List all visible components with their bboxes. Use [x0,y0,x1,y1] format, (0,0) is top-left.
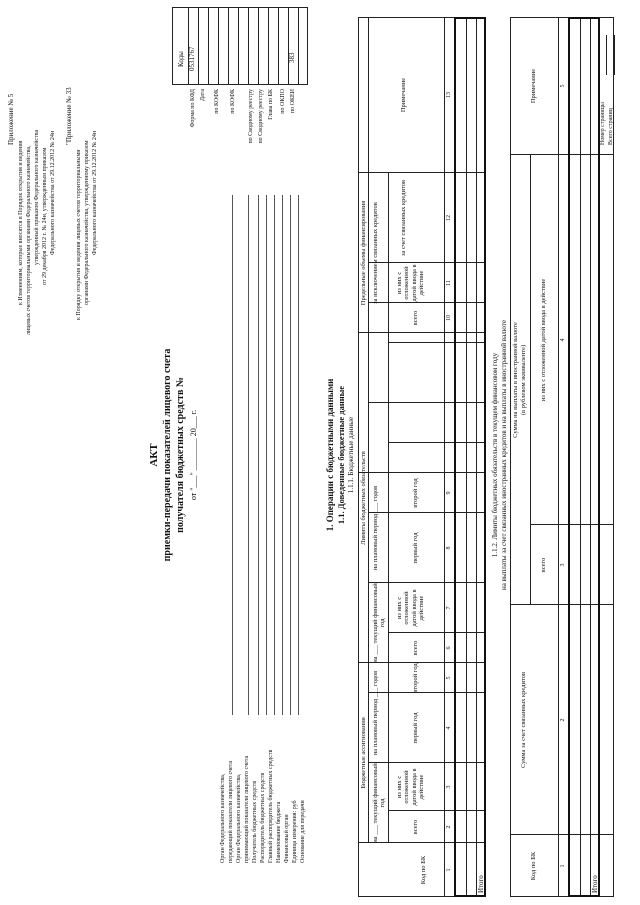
org-label-3: принимающий показатели лицевого счета [244,755,250,863]
t1-group-financing: Предельные объемы финансирования [360,200,367,306]
t1-num-9: 9 [446,491,452,495]
t1-h-of-which-3: из них с отложенной датой ввода в действие [396,264,426,302]
t1-total-label: Итого [477,875,485,893]
org-label-8: Финансовый орган [284,814,290,863]
t1-num-5: 5 [446,676,452,680]
section1-title: 1. Операции с бюджетными данными [325,378,335,532]
section11-title: 1.1. Доведенные бюджетные данные [336,385,346,525]
t1-num-4: 4 [446,726,452,730]
t1-h-total: всего [412,819,419,835]
appendix-line4: от 29 декабря 2012 г. № 24н, утвержденным приказом [42,147,48,285]
t1-num-1: 1 [446,868,452,872]
appendix-number: Приложение № 5 [7,93,15,145]
appendix2-line3: Федерального казначейства от 29.12.2012 № 24н [92,130,98,255]
t2-num-2: 2 [560,718,566,722]
t1-group-limits: Лимиты бюджетных обязательств [360,451,367,545]
t1-sub-current-2: на ___ текущий финансовый год [372,583,387,663]
code-label-okpo: по ОКПО [280,89,286,114]
t2-h-total: всего [540,557,547,573]
t1-col-kbk: Код по БК [420,855,427,885]
code-label-kofk2: по КОФК [230,89,236,114]
code-label-registry2: по Сводному реестру [258,89,264,144]
org-label-1: передающий показатели лицевого счета [228,760,234,863]
org-label-5: Распорядитель бюджетных средств [260,772,266,863]
t1-sub-excl: за исключением связанных кредитов [372,202,379,304]
t1-sub-current: на ___ текущий финансовый год [372,763,387,843]
appendix-line5: Федерального казначейства от 29.12.2012 № 24н [50,130,56,255]
t1-num-10: 10 [446,315,452,321]
t2-num-4: 4 [560,338,566,342]
t1-num-11: 11 [446,280,452,286]
t1-num-7: 7 [446,606,452,610]
t2-col-note: Примечание [530,68,537,104]
org-label-4: Получатель бюджетных средств [252,780,258,863]
code-label-registry: по Сводному реестру [248,89,254,144]
t1-h-of-which-2: из них с отложенной датой ввода в действие [396,589,426,627]
okei-code: 383 [288,52,296,63]
okud-code: 0531767 [188,46,196,71]
t2-num-1: 1 [560,864,566,868]
section112-title2: на выплаты за счет связанных иностранных кредитов и на выплаты в иностранной валюте [500,320,508,590]
t1-sub-planned-2: на плановый период ___ годов [372,485,379,571]
t2-highlight [568,17,600,897]
t1-h-second-year-2: второй год [412,478,419,508]
t1-h-second-year: второй год [412,663,419,693]
appendix2-line1: к Порядку открытия и ведения лицевых счетов территориальными [76,149,82,320]
t2-total-label: Итого [591,875,599,893]
t1-group-budget-alloc: Бюджетные ассигнования [360,717,367,789]
page-number-label: Номер страницы [600,102,606,145]
t1-sub-planned: на плановый период ___ годов [372,670,379,756]
code-label-kofk: по КОФК [214,89,220,114]
code-label-okei: по ОКЕИ [290,89,296,114]
act-subtitle1: приемки-передачи показателей лицевого счета [162,348,173,562]
t1-h-total-3: всего [412,310,419,326]
t1-h-of-which: из них с отложенной датой ввода в действие [396,768,426,806]
act-title: АКТ [148,443,160,467]
t2-col-kbk: Код по БК [530,851,537,881]
t2-num-5: 5 [560,84,566,88]
t2-col-bound-credits: Сумма за счет связанных кредитов [520,671,527,769]
code-label-date: Дата [200,89,206,101]
section112-title: 1.1.2. Лимиты бюджетных обязательств в текущем финансовом году [491,352,499,558]
appendix2-number: "Приложение № 33 [65,87,73,145]
appendix-line1: к Изменениям, которые вносятся в Порядок открытия и ведения [18,140,24,305]
t1-num-6: 6 [446,646,452,650]
t2-col-foreign: Сумма на выплаты в иностранной валюте [512,322,519,438]
org-label-2: Орган Федерального казначейства, [236,773,242,863]
code-label-okud: Форма по КФД [190,89,196,128]
t2-num-3: 3 [560,563,566,567]
t1-num-2: 2 [446,825,452,829]
appendix2-line2: органами Федерального казначейства, утвержденному приказом [84,140,90,305]
t1-num-13: 13 [446,92,452,98]
code-label-glava: Глава по БК [268,89,274,120]
org-label-9: Единица измерения: руб [292,800,298,863]
t2-col-ruble: (в рублевом эквиваленте) [520,344,527,416]
t2-h-of-which: из них с отложенной датой ввода в действие [540,278,547,402]
t1-h-first-year-2: первый год [412,532,419,564]
act-date-line: от "___" ________ 20___ г. [189,409,198,501]
t1-h-bound-credits: за счет связанных кредитов [400,179,407,257]
org-label-7: Наименование бюджета [276,801,282,863]
t1-h-total-2: всего [412,640,419,656]
t1-num-8: 8 [446,546,452,550]
total-pages-label: Всего страниц [608,108,614,145]
appendix-line3: утвержденный приказом Федерального казначейства [34,129,40,265]
t1-num-3: 3 [446,785,452,789]
org-label-0: Орган Федерального казначейства, [220,773,226,863]
appendix-line2: лицевых счетов территориальными органами Федерального казначейства, [26,145,32,335]
org-label-10: Основание для передачи [300,800,306,863]
t1-col-note: Примечание [400,77,407,113]
org-label-6: Главный распорядитель бюджетных средств [268,749,274,863]
t1-num-12: 12 [446,215,452,221]
act-subtitle2: получателя бюджетных средств № [175,377,186,533]
section111-title: 1.1.1. Бюджетные данные [347,416,355,494]
codes-header: Коды [177,51,185,67]
t1-h-first-year: первый год [412,712,419,744]
t1-highlight [454,17,486,897]
